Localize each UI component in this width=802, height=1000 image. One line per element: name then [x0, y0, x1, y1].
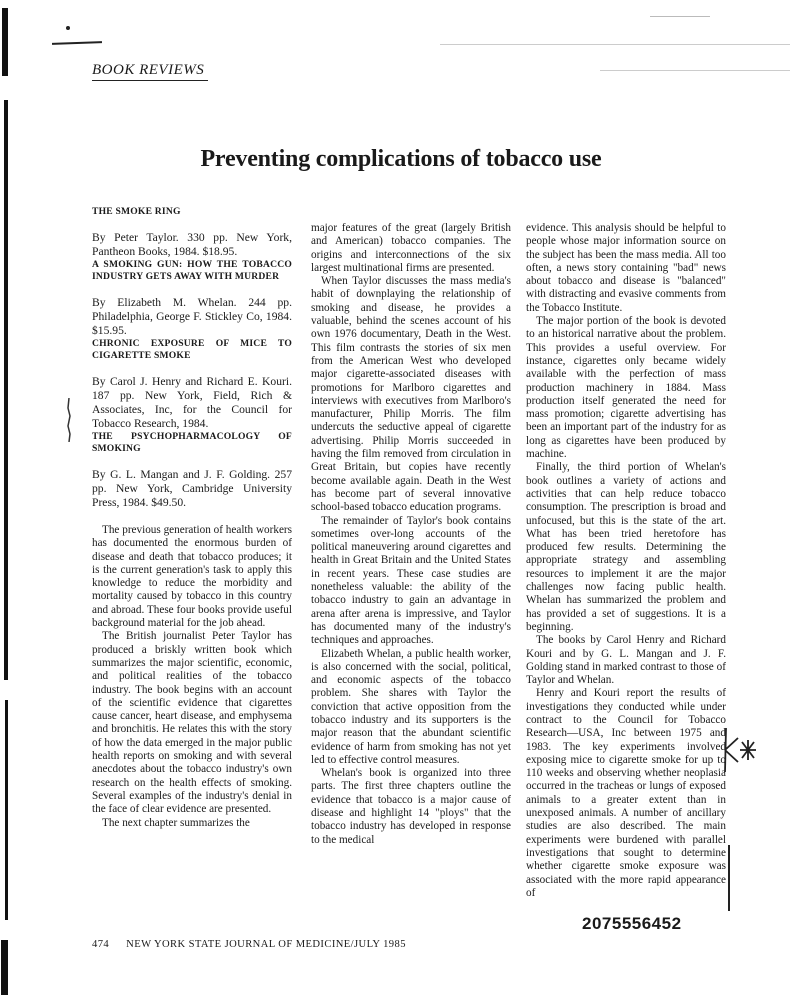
page-number: 474 [92, 939, 110, 950]
journal-name: NEW YORK STATE JOURNAL OF MEDICINE/JULY 1985 [126, 939, 406, 950]
margin-scribble [66, 398, 72, 442]
article-title: Preventing complications of tobacco use [200, 146, 602, 172]
body-paragraph: Finally, the third portion of Whelan's book outlines a variety of actions and activities that can help reduce tobacco consumption. The prescription is broad and unfocused, but this is the state of the art. What has been tried heretofore has produced few results. Determining the appropriate strategy and assembling resources to implement it are the major challenges now facing public health. Whelan has summarized the problem and has provided a set of suggestions. It is a beginning. [526, 461, 726, 633]
column-2 [311, 222, 511, 847]
book-info: By Peter Taylor. 330 pp. New York, Pantheon Books, 1984. $18.95. [92, 231, 292, 258]
document-id: 2075556452 [582, 914, 682, 933]
section-label: BOOK REVIEWS [92, 62, 208, 81]
column-1 [92, 206, 292, 830]
body-paragraph: evidence. This analysis should be helpful to people whose major information source on the subject has been the mass media. All too often, a news story containing "bad" news about tobacco and disease is "balanced" with distracting and evasive comments from the Tobacco Institute. [526, 222, 726, 314]
book-info: By Elizabeth M. Whelan. 244 pp. Philadelphia, George F. Stickley Co, 1984. $15.95. [92, 296, 292, 337]
body-paragraph: Henry and Kouri report the results of investigations they conducted while under contract to the Council for Tobacco Research—USA, Inc between 1975 and 1983. The key experiments involved exposing mice to cigarette smoke for up to 110 weeks and observing whether neoplasia occurred in the tracheas or lungs of exposed animals to a greater extent than in unexposed animals. A number of ancillary studies are also described. The main experiments were burdened with parallel investigations that sought to determine whether cigarette smoke exposure was associated with the more rapid appearance of [526, 687, 726, 899]
body-paragraph: Whelan's book is organized into three parts. The first three chapters outline the evidence that tobacco is a major cause of disease and highlight 14 "ploys" that the tobacco industry has developed in response to the medical [311, 767, 511, 846]
body-paragraph: Elizabeth Whelan, a public health worker, is also concerned with the social, political, and economic aspects of the tobacco problem. She shares with Taylor the conviction that active opposition from the tobacco industry and its supporters is the major reason that the abundant scientific evidence of harm from smoking has not yet led to effective control measures. [311, 647, 511, 766]
margin-bracket [728, 845, 730, 911]
book-title: CHRONIC EXPOSURE OF MICE TO CIGARETTE SMOKE [92, 338, 292, 361]
body-paragraph: major features of the great (largely British and American) tobacco companies. The origins and interconnections of the six largest multinational firms are presented. [311, 222, 511, 274]
body-paragraph: When Taylor discusses the mass media's habit of downplaying the relationship of smoking and disease, he provides a valuable, behind the scenes account of his own 1976 documentary, Death in the West. This film contrasts the stories of six men from the American West who developed major cigarette-associated diseases with promotions for Marlboro cigarettes and interviews with executives from Marlboro's manufacturer, Philip Morris. The film undercuts the seductive appeal of cigarette advertising. Philip Morris succeeded in having the film removed from circulation in Great Britain, but copies have recently become available again. Death in the West has become part of several innovative school-based tobacco education programs. [311, 275, 511, 514]
asterisk-annotation-icon [722, 726, 762, 774]
column-3 [526, 222, 726, 900]
ghost-line [600, 70, 790, 71]
ghost-line [440, 44, 790, 45]
book-title: THE PSYCHOPHARMACOLOGY OF SMOKING [92, 431, 292, 454]
body-paragraph: The previous generation of health workers has documented the enormous burden of disease and death that tobacco produces; it is the current generation's task to apply this knowledge to reduce the morbidity and mortality caused by tobacco in this country and abroad. These four books provide useful background material for the job ahead. [92, 524, 292, 630]
book-info: By G. L. Mangan and J. F. Golding. 257 pp. New York, Cambridge University Press, 1984. $49.50. [92, 468, 292, 509]
hand-rule [52, 41, 102, 45]
body-paragraph: The remainder of Taylor's book contains sometimes over-long accounts of the political maneuvering around cigarettes and health in Great Britain and the United States in recent years. These case studies are nonetheless valuable: the ability of the tobacco industry to gain an advantage in arena after arena is impressive, and Taylor has documented many of the industry's techniques and approaches. [311, 514, 511, 647]
page-footer [92, 939, 406, 950]
body-paragraph: The next chapter summarizes the [102, 816, 250, 829]
ink-dot [66, 26, 70, 30]
body-paragraph: The major portion of the book is devoted to an historical narrative about the problem. This provides a useful overview. For instance, cigarettes only became widely available with the perfection of mass production machinery in 1884. Mass production itself generated the need for mass promotion; cigarette advertising has been an important part of the industry for as long as cigarettes have been produced by machine. [526, 315, 726, 461]
book-title: A SMOKING GUN: HOW THE TOBACCO INDUSTRY GETS AWAY WITH MURDER [92, 259, 292, 282]
ghost-line [650, 16, 710, 17]
book-info: By Carol J. Henry and Richard E. Kouri. 187 pp. New York, Field, Rich & Associates, Inc, for the Council for Tobacco Research, 1984. [92, 375, 292, 430]
body-paragraph: The books by Carol Henry and Richard Kouri and by G. L. Mangan and J. F. Golding stand in marked contrast to those of Taylor and Whelan. [526, 634, 726, 687]
book-title: THE SMOKE RING [92, 206, 181, 217]
body-paragraph: The British journalist Peter Taylor has produced a briskly written book which summarizes the major scientific, economic, and political realities of the tobacco industry. The book begins with an account of the scientific evidence that cigarettes cause cancer, heart disease, and emphysema and bronchitis. He relates this with the story of how the data emerged in the major public health reports on smoking and with several anecdotes about the tobacco industry's own research on the health effects of smoking. Several examples of the industry's denial in the face of clear evidence are presented. [92, 630, 292, 816]
